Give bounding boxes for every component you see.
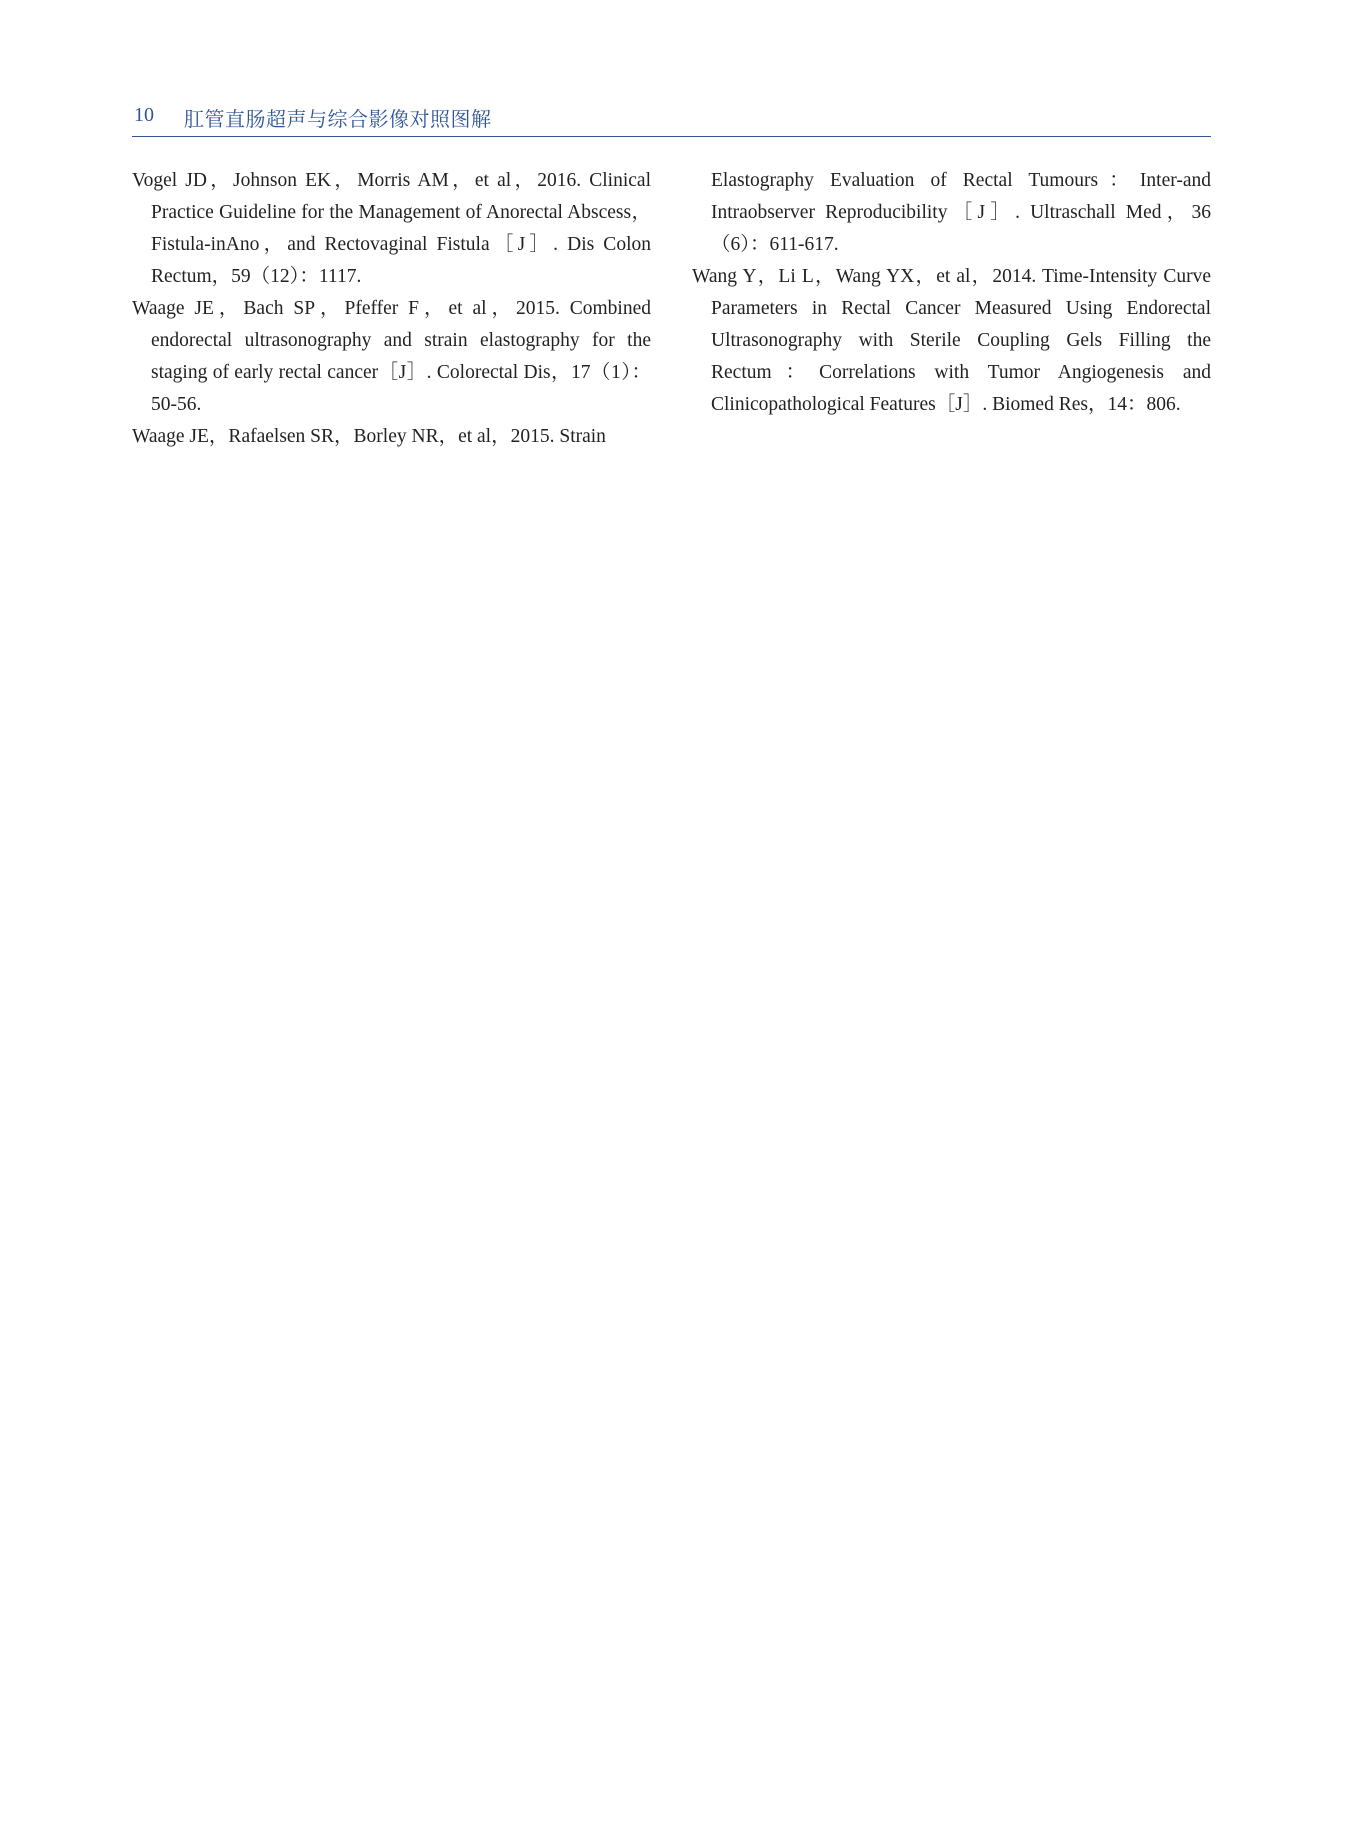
- reference-entry: Waage JE，Bach SP，Pfeffer F，et al，2015. Combined endorectal ultrasonography and strain elastography for the staging of early rectal cancer［J］. Colorectal Dis，17（1）：50-56.: [132, 298, 651, 415]
- reference-entry-continued: Elastography Evaluation of Rectal Tumours：Inter-and Intraobserver Reproducibility［J］. Ultraschall Med，36（6）：611-617.: [711, 170, 1211, 255]
- references-right-column: [692, 165, 1211, 421]
- reference-entry: Waage JE，Rafaelsen SR，Borley NR，et al，2015. Strain: [132, 426, 606, 447]
- reference-entry: Wang Y，Li L，Wang YX，et al，2014. Time-Intensity Curve Parameters in Rectal Cancer Measured Using Endorectal Ultrasonography with Sterile Coupling Gels Filling the Rectum：Correlations with Tumor Angiogenesis and Clinicopathological Features［J］. Biomed Res，14：806.: [692, 266, 1211, 415]
- book-title: 肛管直肠超声与综合影像对照图解: [184, 107, 492, 131]
- reference-entry: Vogel JD，Johnson EK，Morris AM，et al，2016. Clinical Practice Guideline for the Management of Anorectal Abscess，Fistula-inAno，and Rectovaginal Fistula［J］. Dis Colon Rectum，59（12）：1117.: [132, 170, 651, 287]
- running-header: [132, 101, 1211, 137]
- page-number: 10: [134, 104, 154, 126]
- references-left-column: [132, 165, 651, 453]
